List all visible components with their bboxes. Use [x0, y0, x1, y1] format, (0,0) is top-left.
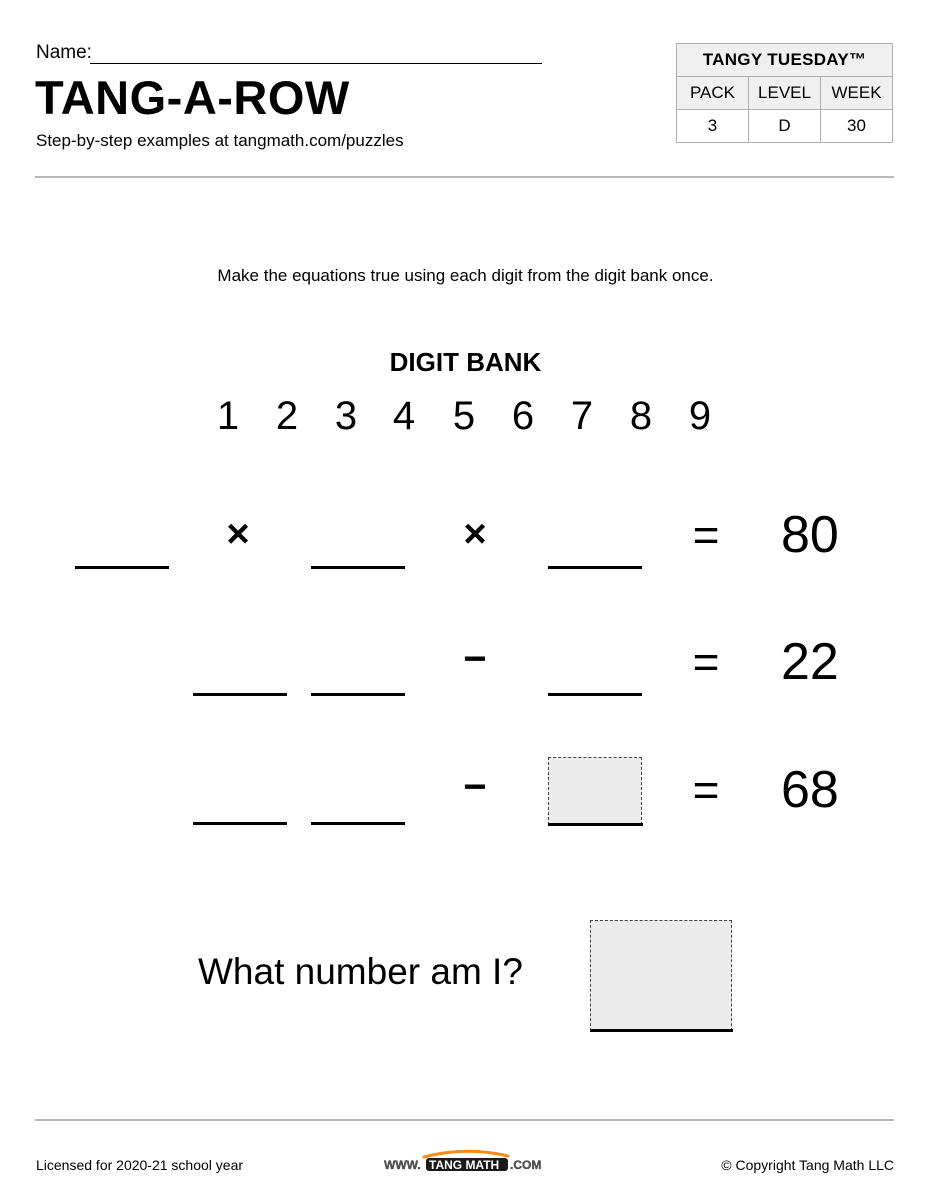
digit-bank-digit: 2	[275, 394, 299, 438]
svg-text:.COM: .COM	[510, 1158, 542, 1172]
info-value-pack: 3	[677, 110, 749, 143]
final-answer-box[interactable]	[590, 920, 732, 1031]
multiply-operator: ×	[463, 512, 487, 556]
info-value-week: 30	[821, 110, 893, 143]
info-value-level: D	[749, 110, 821, 143]
name-label: Name:	[36, 42, 92, 63]
answer-blank[interactable]	[193, 822, 287, 825]
digit-bank-digit: 8	[629, 394, 653, 438]
highlighted-answer-box[interactable]	[548, 757, 642, 825]
svg-text:TANG MATH: TANG MATH	[429, 1158, 500, 1172]
digit-bank-digit: 1	[216, 394, 240, 438]
minus-operator: −	[463, 765, 487, 809]
info-col-pack: PACK	[677, 77, 749, 110]
final-answer-underline	[590, 1029, 733, 1032]
name-write-line[interactable]	[90, 63, 542, 64]
answer-blank[interactable]	[311, 566, 405, 569]
digit-bank-digit: 7	[570, 394, 594, 438]
answer-blank[interactable]	[75, 566, 169, 569]
digit-bank-title: DIGIT BANK	[389, 347, 542, 377]
digit-bank-digit: 5	[452, 394, 476, 438]
equals-sign: =	[692, 509, 720, 561]
answer-blank[interactable]	[311, 822, 405, 825]
bottom-divider	[35, 1119, 894, 1121]
multiply-operator: ×	[226, 512, 250, 556]
worksheet-subtitle: Step-by-step examples at tangmath.com/puzzles	[36, 131, 404, 150]
digit-bank-digit: 9	[688, 394, 712, 438]
answer-blank[interactable]	[193, 693, 287, 696]
equals-sign: =	[692, 636, 720, 688]
info-table-heading: TANGY TUESDAY™	[677, 44, 893, 77]
license-text: Licensed for 2020-21 school year	[36, 1157, 244, 1173]
equals-sign: =	[692, 764, 720, 816]
digit-bank-digit: 4	[392, 394, 416, 438]
digit-bank-digit: 6	[511, 394, 535, 438]
equation-result: 80	[781, 506, 839, 564]
digit-bank-digit: 3	[334, 394, 358, 438]
copyright-text: © Copyright Tang Math LLC	[721, 1157, 894, 1173]
answer-blank[interactable]	[548, 566, 642, 569]
answer-blank-underline	[548, 823, 643, 826]
equation-result: 22	[781, 633, 839, 691]
equation-result: 68	[781, 761, 839, 819]
answer-blank[interactable]	[311, 693, 405, 696]
mystery-number-question: What number am I?	[198, 951, 523, 992]
instructions: Make the equations true using each digit from the digit bank once.	[217, 266, 714, 285]
top-divider	[35, 176, 894, 178]
svg-text:WWW.: WWW.	[384, 1158, 421, 1172]
info-col-week: WEEK	[821, 77, 893, 110]
info-col-level: LEVEL	[749, 77, 821, 110]
worksheet-title: TANG-A-ROW	[35, 71, 350, 124]
info-table	[676, 43, 893, 143]
answer-blank[interactable]	[548, 693, 642, 696]
minus-operator: −	[463, 637, 487, 681]
tang-math-logo	[380, 1150, 550, 1181]
